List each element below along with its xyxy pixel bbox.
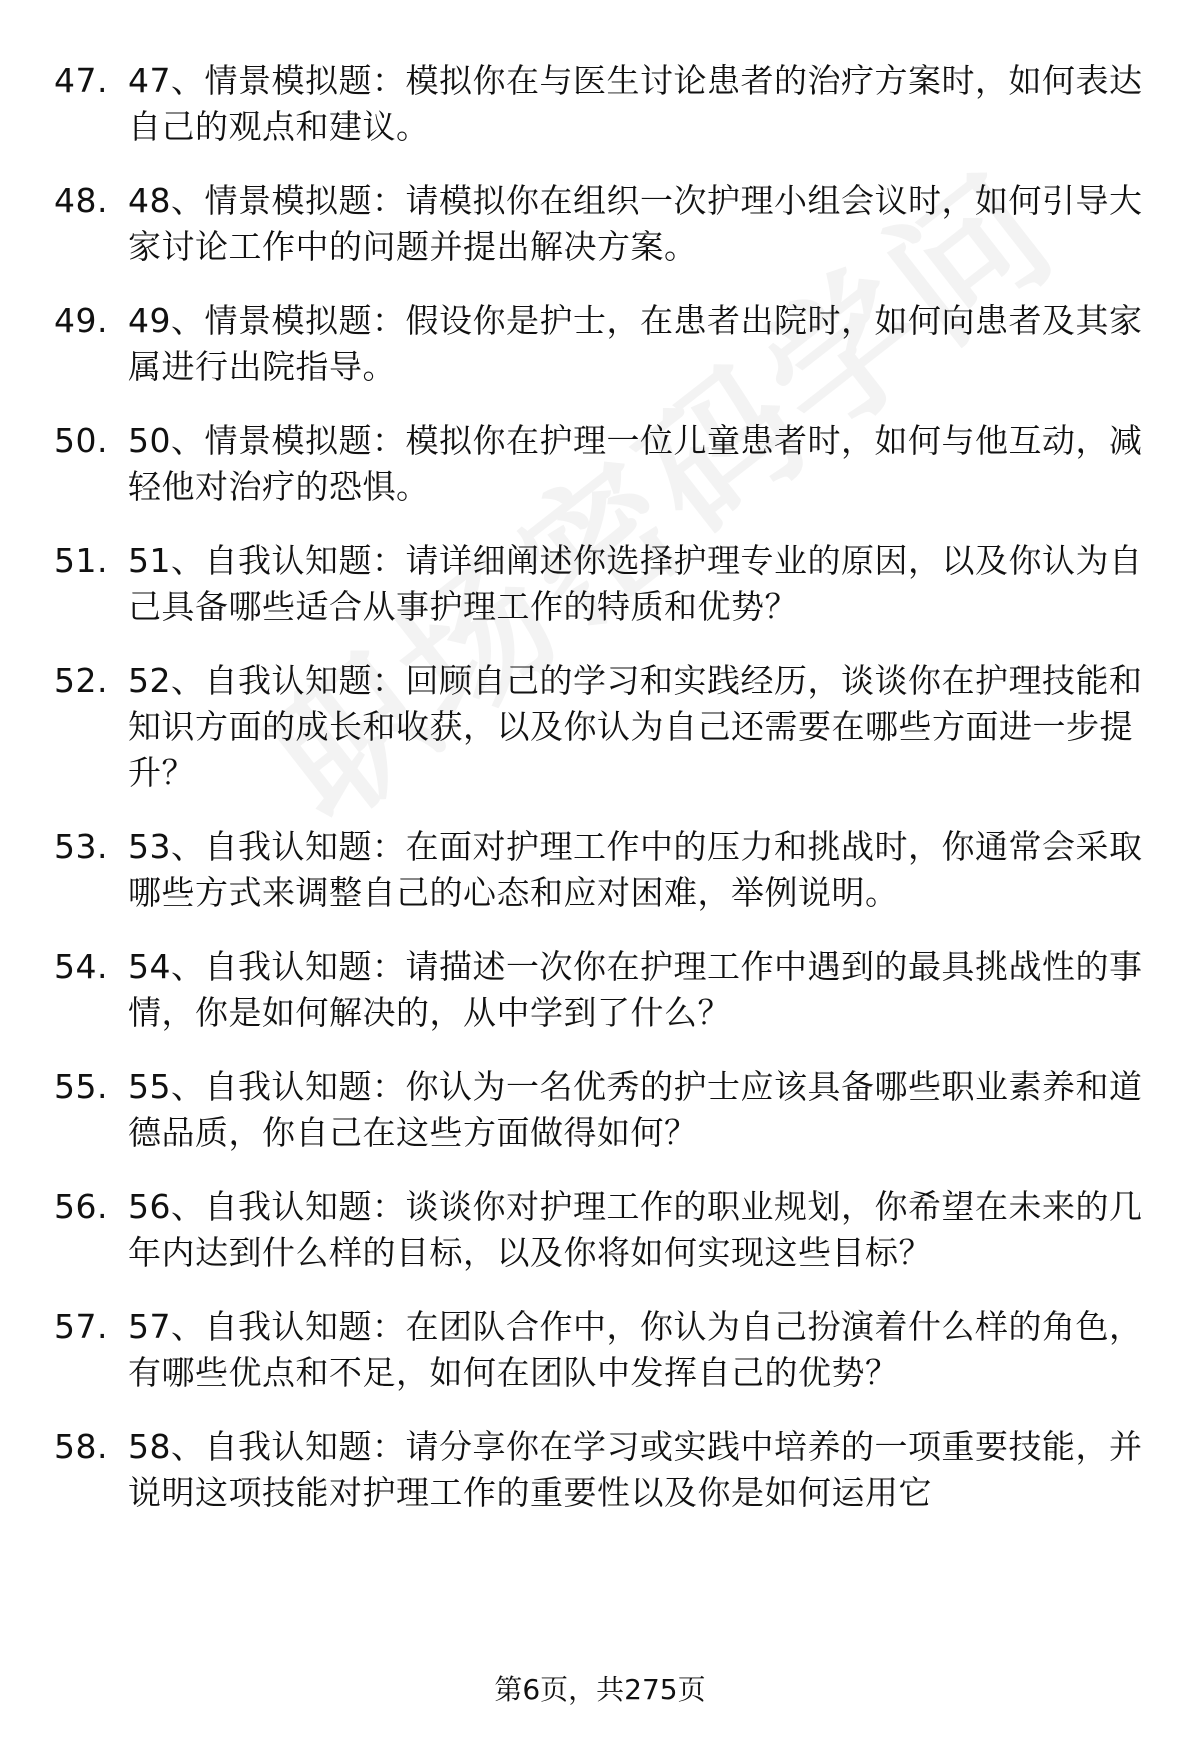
item-number: 54. (54, 947, 108, 986)
item-number: 49. (54, 301, 108, 340)
item-text: 48、情景模拟题：请模拟你在组织一次护理小组会议时，如何引导大家讨论工作中的问题并提出解决方案。 (128, 181, 1143, 266)
list-item (54, 58, 1154, 150)
question-list (54, 58, 1154, 1544)
item-number: 52. (54, 661, 108, 700)
item-number: 50. (54, 421, 108, 460)
item-number: 56. (54, 1187, 108, 1226)
item-text: 47、情景模拟题：模拟你在与医生讨论患者的治疗方案时，如何表达自己的观点和建议。 (128, 61, 1143, 146)
item-number: 58. (54, 1427, 108, 1466)
list-item (54, 298, 1154, 390)
item-number: 53. (54, 827, 108, 866)
list-item (54, 1304, 1154, 1396)
item-text: 58、自我认知题：请分享你在学习或实践中培养的一项重要技能，并说明这项技能对护理工作的重要性以及你是如何运用它 (128, 1427, 1143, 1512)
item-text: 57、自我认知题：在团队合作中，你认为自己扮演着什么样的角色，有哪些优点和不足，如何在团队中发挥自己的优势？ (128, 1307, 1143, 1392)
item-number: 55. (54, 1067, 108, 1106)
list-item (54, 658, 1154, 796)
list-item (54, 1424, 1154, 1516)
list-item (54, 538, 1154, 630)
item-text: 54、自我认知题：请描述一次你在护理工作中遇到的最具挑战性的事情，你是如何解决的，从中学到了什么？ (128, 947, 1143, 1032)
item-text: 52、自我认知题：回顾自己的学习和实践经历，谈谈你在护理技能和知识方面的成长和收获，以及你认为自己还需要在哪些方面进一步提升？ (128, 661, 1143, 792)
item-number: 51. (54, 541, 108, 580)
item-text: 56、自我认知题：谈谈你对护理工作的职业规划，你希望在未来的几年内达到什么样的目标，以及你将如何实现这些目标？ (128, 1187, 1143, 1272)
item-number: 57. (54, 1307, 108, 1346)
list-item (54, 418, 1154, 510)
list-item (54, 178, 1154, 270)
list-item (54, 824, 1154, 916)
list-item (54, 944, 1154, 1036)
list-item (54, 1184, 1154, 1276)
item-number: 48. (54, 181, 108, 220)
item-number: 47. (54, 61, 108, 100)
page-footer: 第6页，共275页 (494, 1673, 706, 1706)
list-item (54, 1064, 1154, 1156)
item-text: 55、自我认知题：你认为一名优秀的护士应该具备哪些职业素养和道德品质，你自己在这些方面做得如何？ (128, 1067, 1143, 1152)
item-text: 51、自我认知题：请详细阐述你选择护理专业的原因，以及你认为自己具备哪些适合从事护理工作的特质和优势？ (128, 541, 1143, 626)
item-text: 53、自我认知题：在面对护理工作中的压力和挑战时，你通常会采取哪些方式来调整自己的心态和应对困难，举例说明。 (128, 827, 1143, 912)
item-text: 50、情景模拟题：模拟你在护理一位儿童患者时，如何与他互动，减轻他对治疗的恐惧。 (128, 421, 1143, 506)
item-text: 49、情景模拟题：假设你是护士，在患者出院时，如何向患者及其家属进行出院指导。 (128, 301, 1143, 386)
